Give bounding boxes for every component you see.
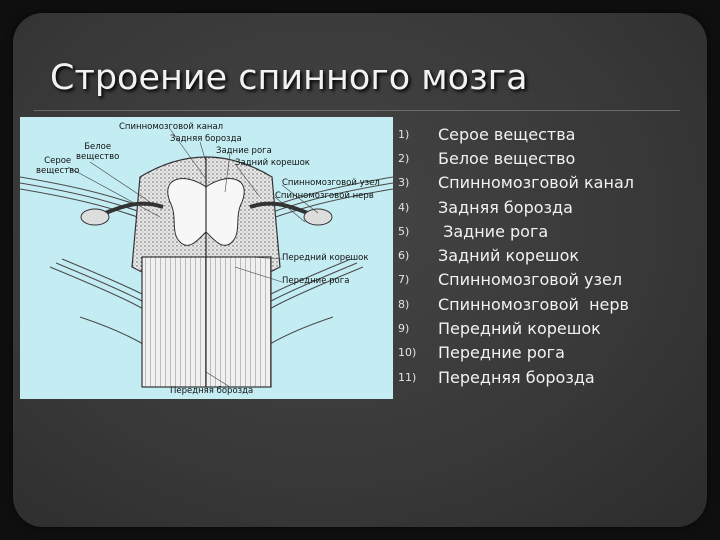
slide-title: Строение спинного мозга (50, 58, 528, 98)
list-item (398, 171, 634, 195)
list-item (398, 268, 634, 292)
list-number: 5) (398, 224, 410, 238)
list-item (398, 146, 634, 170)
title-divider (34, 110, 680, 111)
list-text: Передние рога (438, 343, 565, 363)
list-item (398, 341, 634, 365)
list-number: 1) (398, 127, 410, 141)
list-number: 4) (398, 200, 410, 214)
list-number: 2) (398, 151, 410, 165)
list-text: Задний корешок (438, 246, 580, 266)
label-anterior-horns: Передние рога (282, 276, 350, 286)
list-text: Задняя борозда (438, 197, 573, 217)
list-number: 8) (398, 297, 410, 311)
list-item (398, 219, 634, 243)
label-ganglion: Спинномозговой узел (282, 178, 380, 188)
list-text: Передний корешок (438, 319, 601, 339)
list-item (398, 316, 634, 340)
list-number: 9) (398, 322, 410, 336)
list-item (398, 122, 634, 146)
label-white-matter: Белое вещество (76, 142, 120, 162)
list-number: 10) (398, 346, 417, 360)
list-item (398, 243, 634, 267)
label-anterior-root: Передний корешок (282, 253, 369, 263)
list-text: Белое вещество (438, 148, 576, 168)
list-text: Спинномозговой нерв (438, 294, 629, 314)
list-number: 7) (398, 273, 410, 287)
label-anterior-fissure: Передняя борозда (170, 386, 254, 396)
label-posterior-sulcus: Задняя борозда (170, 134, 242, 144)
list-text: Серое вещества (438, 124, 576, 144)
label-posterior-root: Задний корешок (235, 158, 310, 168)
list-item (398, 365, 634, 389)
list-text: Спинномозговой канал (438, 173, 634, 193)
list-text: Передняя борозда (438, 367, 595, 387)
list-item (398, 195, 634, 219)
label-gray-matter: Серое вещество (36, 156, 80, 176)
list-number: 11) (398, 370, 417, 384)
label-nerve: Спинномозговой нерв (275, 191, 374, 201)
list-number: 6) (398, 249, 410, 263)
list-text: Спинномозговой узел (438, 270, 623, 290)
list-text: Задние рога (438, 221, 549, 241)
label-posterior-horns: Задние рога (216, 146, 272, 156)
spinal-cord-diagram (20, 117, 393, 399)
label-canal: Спинномозговой канал (119, 122, 224, 132)
list-number: 3) (398, 176, 410, 190)
structure-list (398, 122, 634, 389)
list-item (398, 292, 634, 316)
